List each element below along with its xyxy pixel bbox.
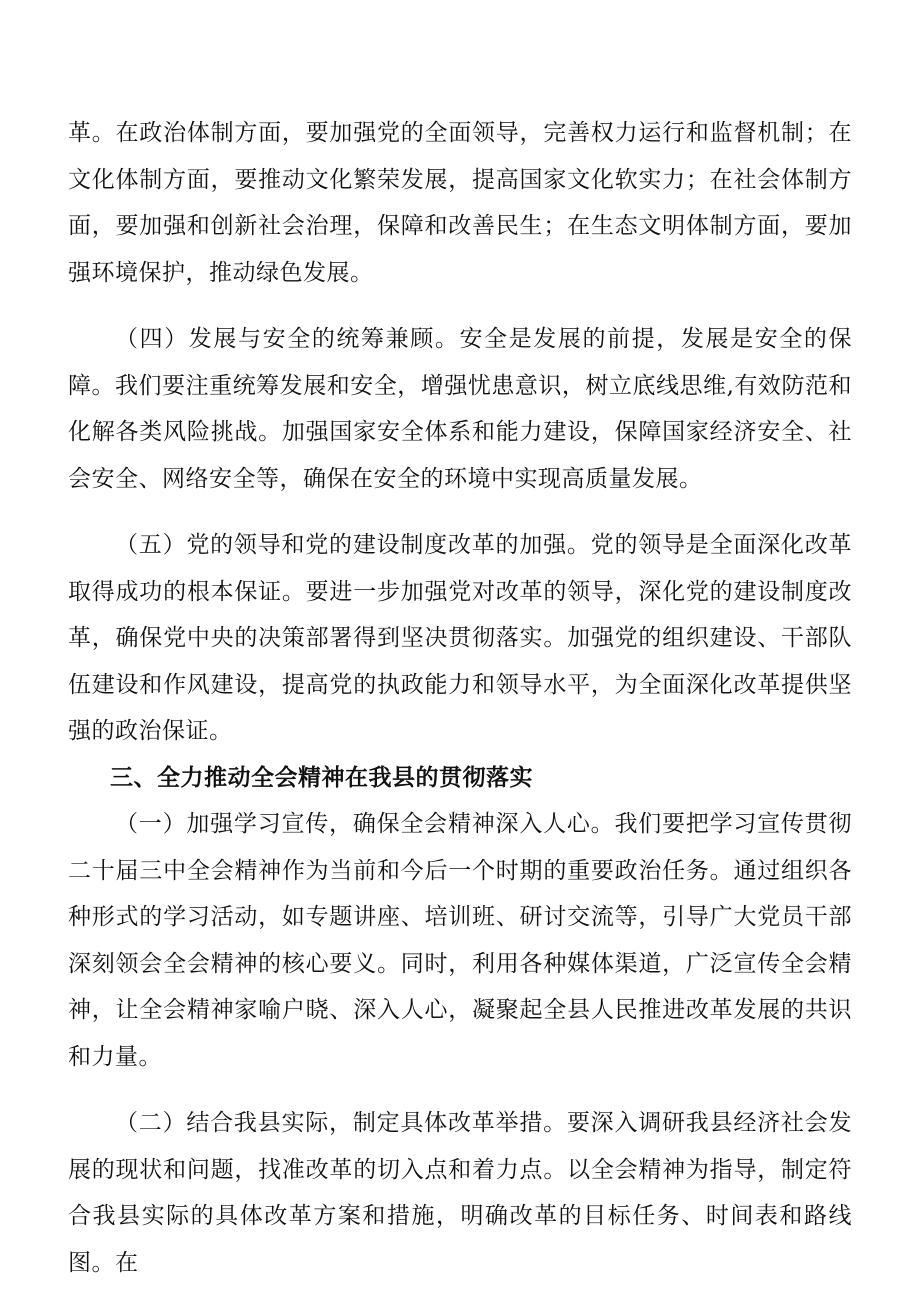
paragraph-study-publicity: （一）加强学习宣传，确保全会精神深入人心。我们要把学习宣传贯彻二十届三中全会精神作为当前和今后一个时期的重要政治任务。通过组织各种形式的学习活动，如专题讲座、培训班、研讨交流等，引导广大党员干部深刻领会全会精神的核心要义。同时，利用各种媒体渠道，广泛宣传全会精神，让全会精神家喻户晓、深入人心，凝聚起全县人民推进改革发展的共识和力量。: [68, 811, 852, 1070]
paragraph-party-leadership: （五）党的领导和党的建设制度改革的加强。党的领导是全面深化改革取得成功的根本保证。要进一步加强党对改革的领导，深化党的建设制度改革，确保党中央的决策部署得到坚决贯彻落实。加强党的组织建设、干部队伍建设和作风建设，提高党的执政能力和领导水平，为全面深化改革提供坚强的政治保证。: [68, 532, 852, 744]
paragraph-development-security: （四）发展与安全的统筹兼顾。安全是发展的前提，发展是安全的保障。我们要注重统筹发展和安全，增强忧患意识，树立底线思维,有效防范和化解各类风险挑战。加强国家安全体系和能力建设，保障国家经济安全、社会安全、网络安全等，确保在安全的环境中实现高质量发展。: [68, 326, 852, 492]
document-page: [68, 110, 852, 1286]
paragraph-political-reform: 革。在政治体制方面，要加强党的全面领导，完善权力运行和监督机制；在文化体制方面，要推动文化繁荣发展，提高国家文化软实力；在社会体制方面，要加强和创新社会治理，保障和改善民生；在生态文明体制方面，要加强环境保护，推动绿色发展。: [68, 120, 852, 286]
paragraph-local-reform-measures: （二）结合我县实际，制定具体改革举措。要深入调研我县经济社会发展的现状和问题，找准改革的切入点和着力点。以全会精神为指导，制定符合我县实际的具体改革方案和措施，明确改革的目标任务、时间表和路线图。在: [68, 1110, 852, 1276]
section-heading: 三、全力推动全会精神在我县的贯彻落实: [110, 764, 533, 791]
